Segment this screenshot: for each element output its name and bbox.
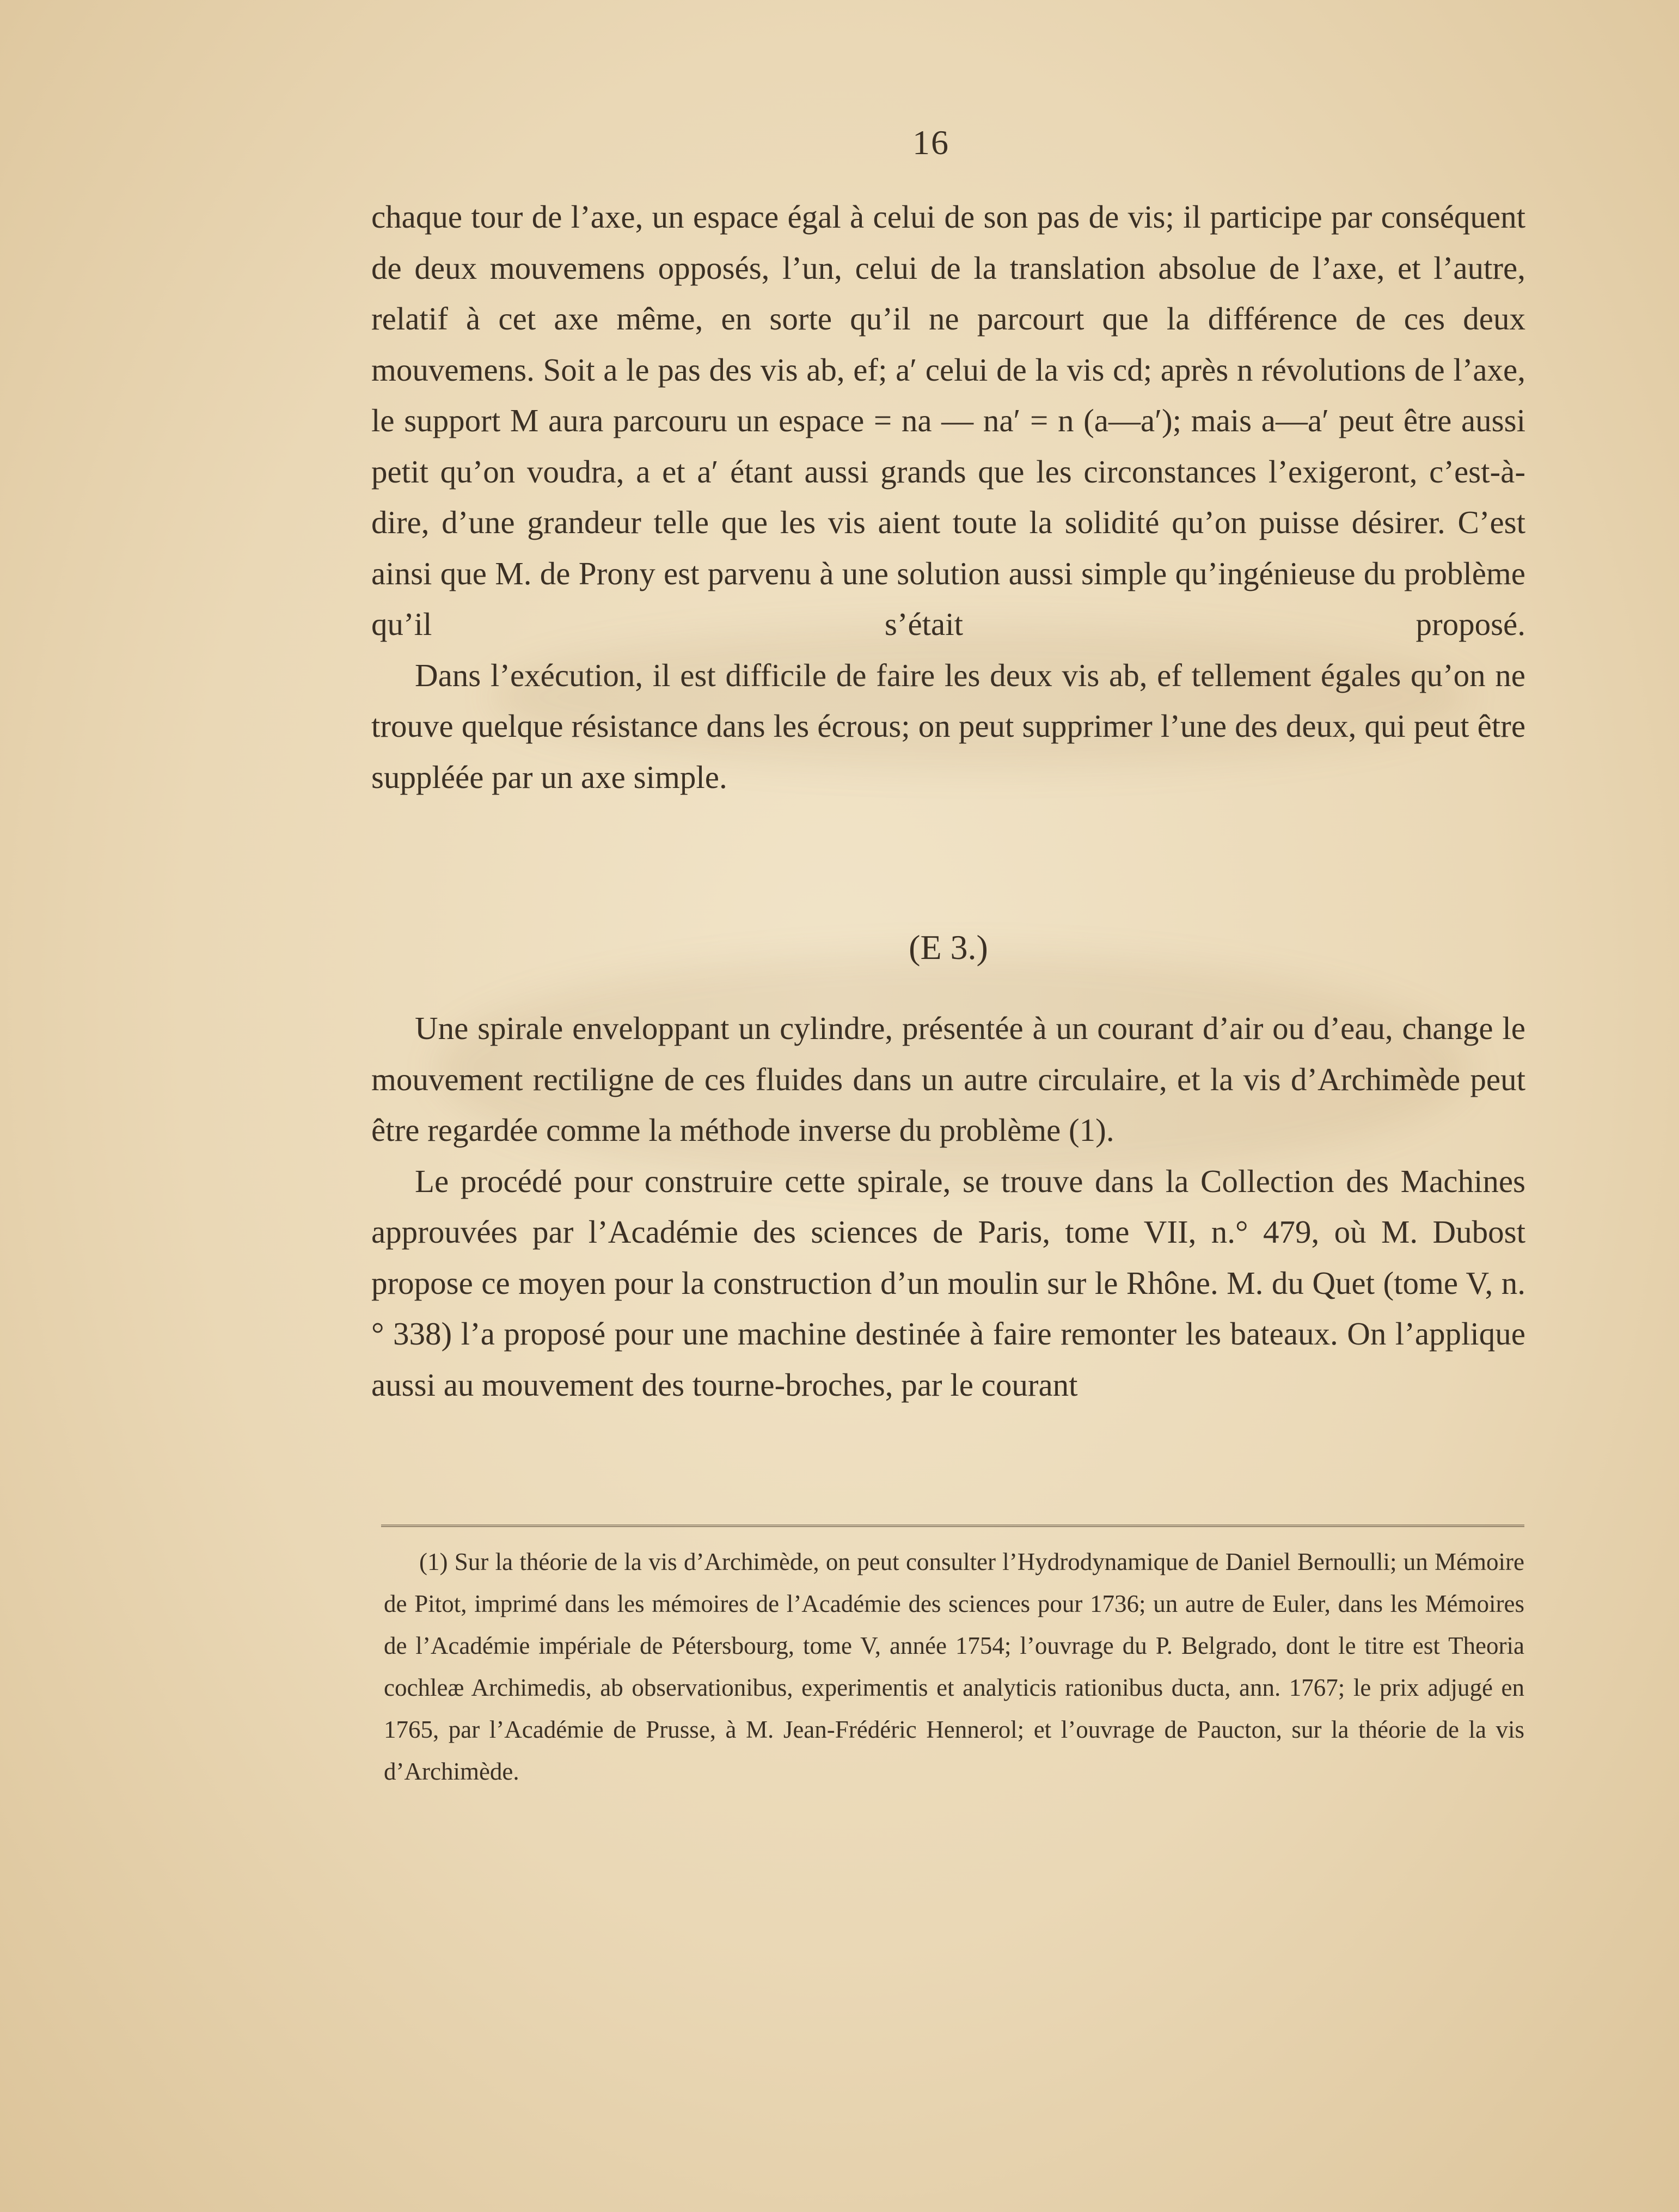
footnote-divider (381, 1525, 1524, 1527)
paragraph: Le procédé pour construire cette spirale, se trouve dans la Collection des Machines approuvées par l’Académie des sciences de Paris, tome VII, n.° 479, où M. Dubost propose ce moyen pour la construction d’un moulin sur le Rhône. M. du Quet (tome V, n.° 338) l’a proposé pour une machine destinée à faire remonter les bateaux. On l’applique aussi au mouvement des tourne-broches, par le courant (371, 1163, 1525, 1403)
paragraph: chaque tour de l’axe, un espace égal à celui de son pas de vis; il participe par conséquent de deux mouvemens opposés, l’un, celui de la translation absolue de l’axe, et l’autre, relatif à cet axe même, en sorte qu’il ne parcourt que la différence de ces deux mouvemens. Soit a le pas des vis ab, ef; a′ celui de la vis cd; après n révolutions de l’axe, le support M aura parcouru un espace = na — na′ = n (a—a′); mais a—a′ peut être aussi petit qu’on voudra, a et a′ étant aussi grands que les circonstances l’exigeront, c’est-à-dire, d’une grandeur telle que les vis aient toute la solidité qu’on puisse désirer. C’est ainsi que M. de Prony est parvenu à une solution aussi simple qu’ingénieuse du problème qu’il s’était proposé. (371, 199, 1525, 642)
footnote-text: (1) Sur la théorie de la vis d’Archimède, on peut consulter l’Hydrodynamique de Daniel Bernoulli; un Mémoire de Pitot, imprimé dans les mémoires de l’Académie des sciences pour 1736; un autre de Euler, dans les Mémoires de l’Académie impériale de Pétersbourg, tome V, année 1754; l’ouvrage du P. Belgrado, dont le titre est Theoria cochleæ Archimedis, ab observationibus, experimentis et analyticis rationibus ducta, ann. 1767; le prix adjugé en 1765, par l’Académie de Prusse, à M. Jean-Frédéric Hennerol; et l’ouvrage de Paucton, sur la théorie de la vis d’Archimède. (384, 1548, 1524, 1785)
paragraph: Dans l’exécution, il est difficile de faire les deux vis ab, ef tellement égales qu’on ne trouve quelque résistance dans les écrous; on peut supprimer l’une des deux, qui peut être suppléée par un axe simple. (371, 657, 1525, 795)
section-heading: (E 3.) (909, 928, 988, 967)
main-text-lower (371, 1003, 1525, 1410)
page-number: 16 (912, 123, 949, 162)
main-text-upper (371, 192, 1525, 803)
footnote (384, 1541, 1524, 1793)
paragraph: Une spirale enveloppant un cylindre, présentée à un courant d’air ou d’eau, change le mouvement rectiligne de ces fluides dans un autre circulaire, et la vis d’Archimède peut être regardée comme la méthode inverse du problème (1). (371, 1010, 1525, 1148)
